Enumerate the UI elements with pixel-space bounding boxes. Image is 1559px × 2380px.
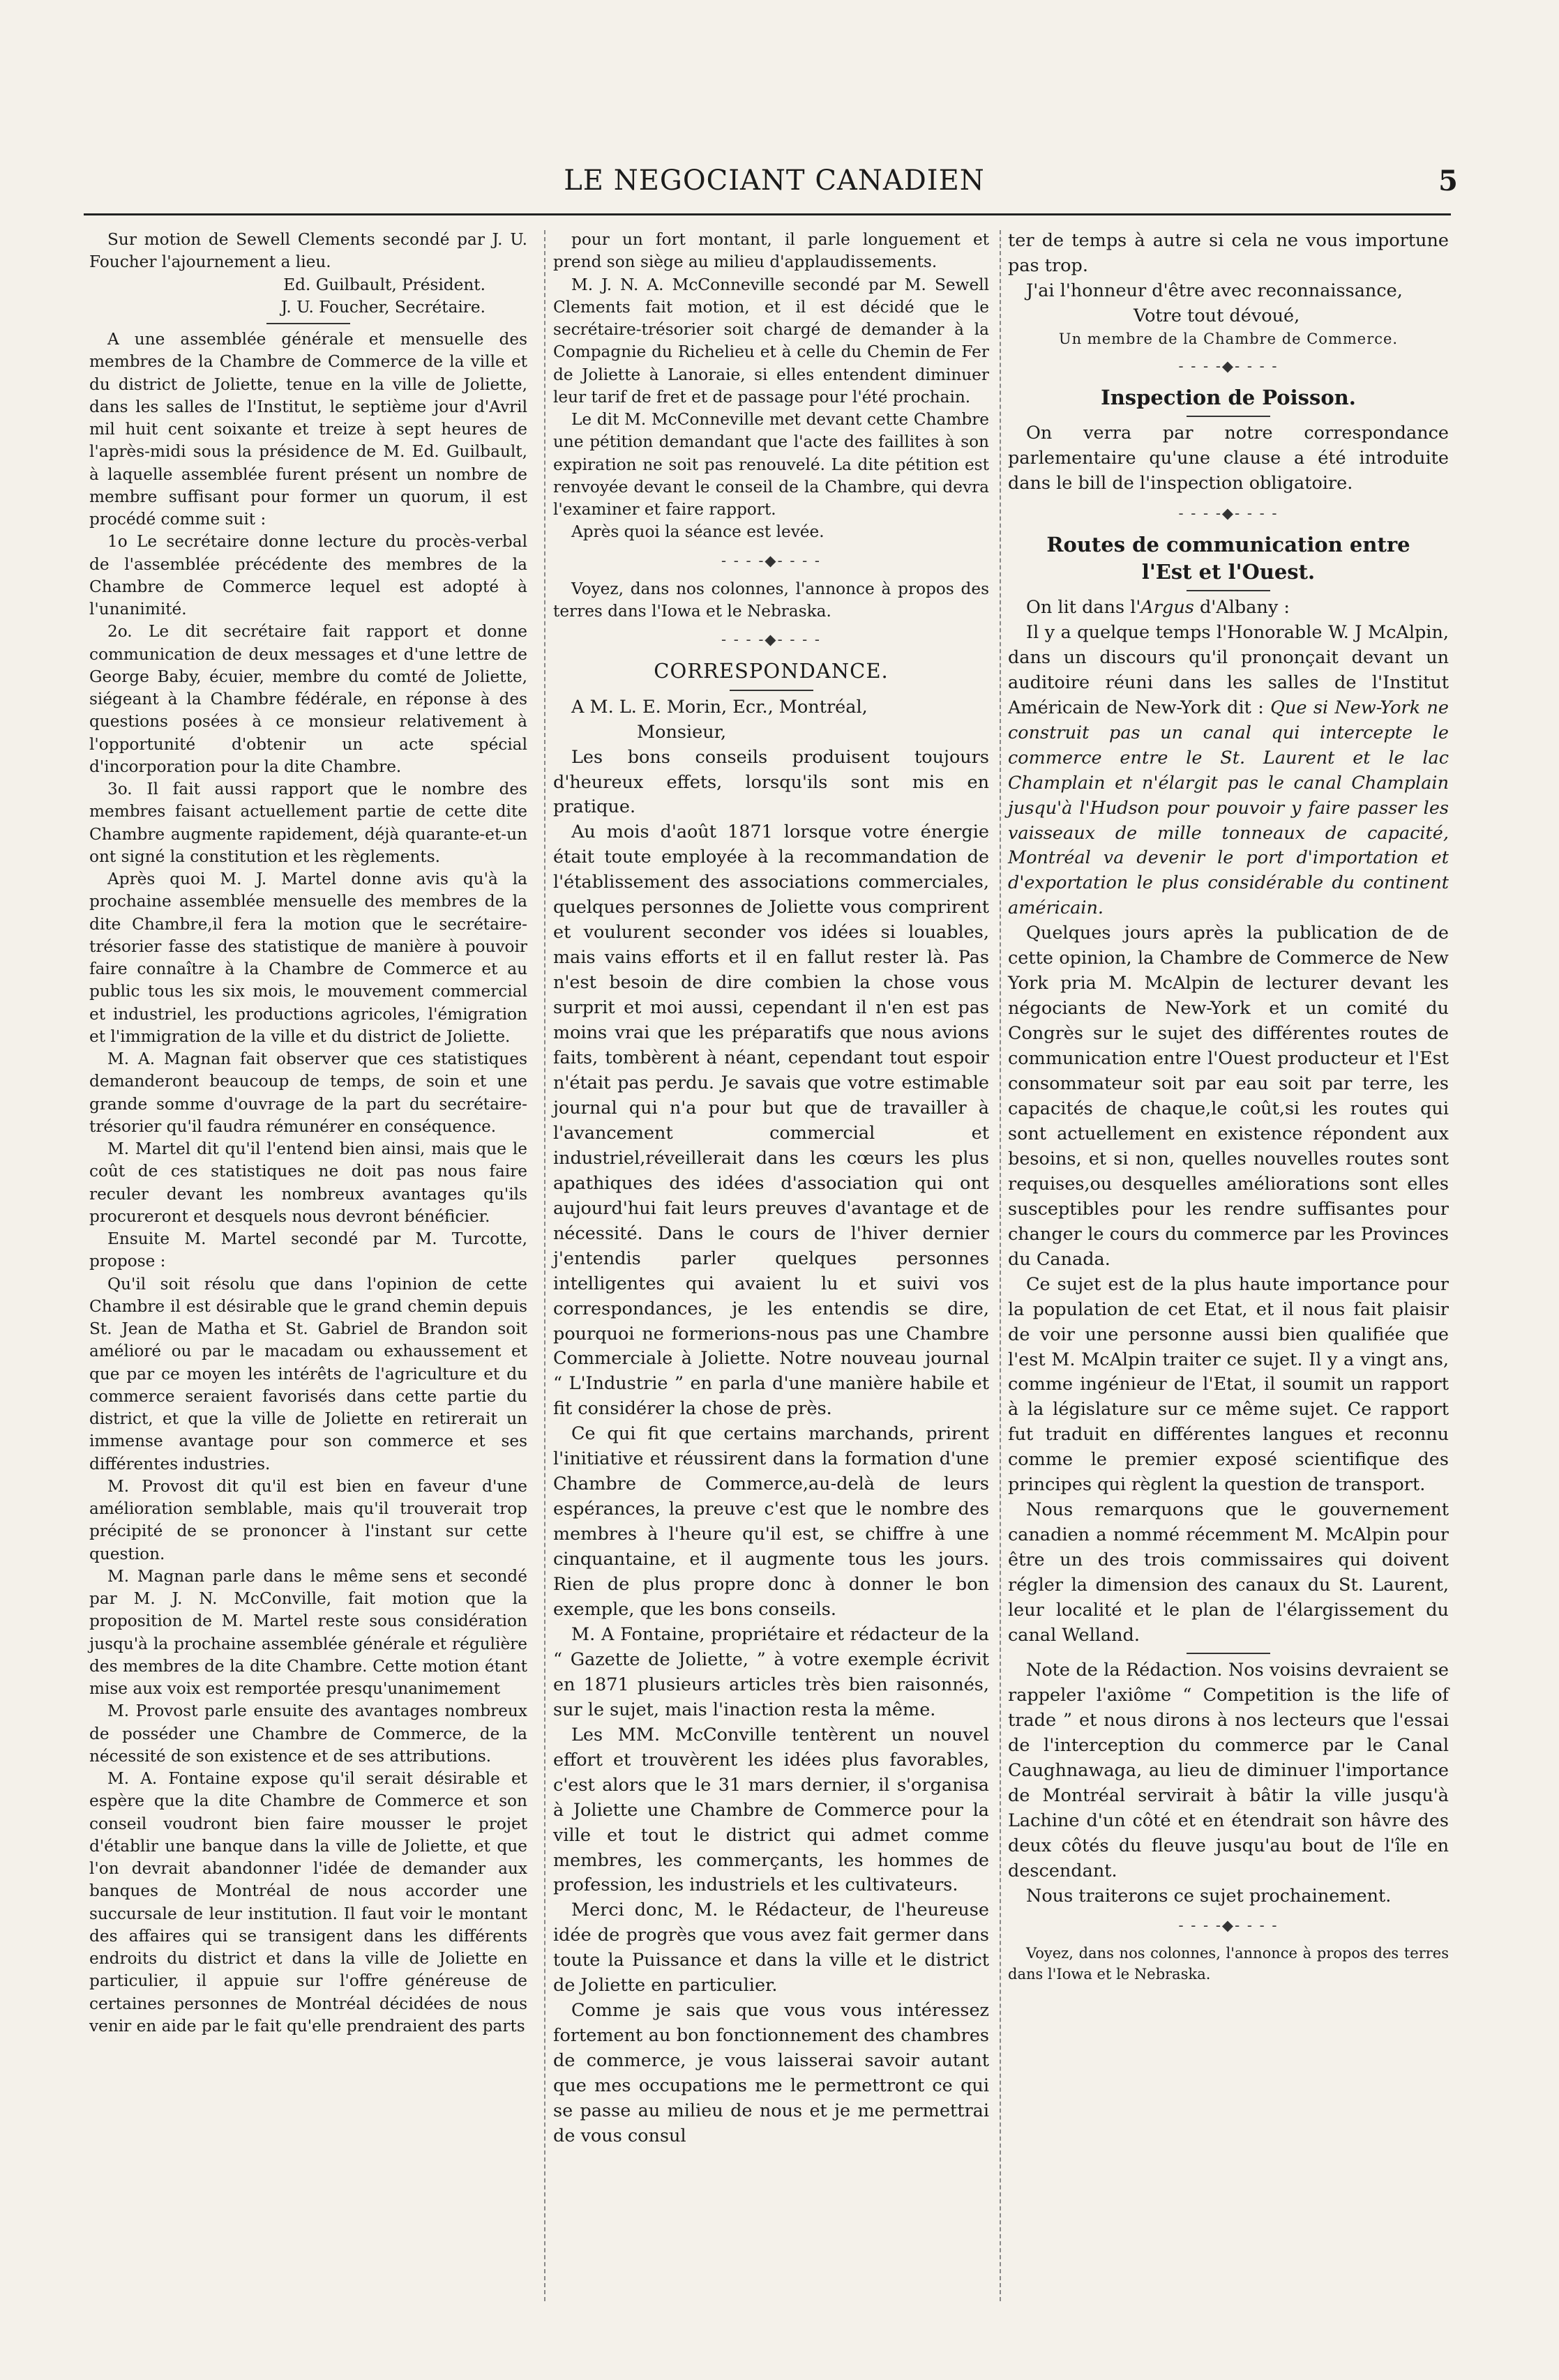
- paragraph: Sur motion de Sewell Clements secondé par J. U. Foucher l'ajournement a lieu.: [89, 230, 527, 272]
- paragraph: 1o Le secrétaire donne lecture du procès-verbal de l'assemblée précédente des membres de la Chambre de Commerce lequel est adopté à l'unanimité.: [89, 532, 527, 619]
- salutation: A M. L. E. Morin, Ecr., Montréal,: [571, 696, 868, 718]
- column-divider-1: [544, 230, 545, 2301]
- closing: Votre tout dévoué,: [1134, 305, 1300, 326]
- publication-name: Argus: [1140, 596, 1194, 618]
- greeting: Monsieur,: [637, 721, 727, 743]
- paragraph: M. A Fontaine, propriétaire et rédacteur de la “ Gazette de Joliette, ” à votre exemple écrivit en 1871 plusieurs articles très bien raisonnés, sur le sujet, mais l'inaction resta la même.: [553, 1623, 989, 1720]
- paragraph: M. Magnan parle dans le même sens et secondé par M. J. N. McConville, fait motion que la proposition de M. Martel reste sous considération jusqu'à la prochaine assemblée générale et régulière des membres de la dite Chambre. Cette motion étant mise aux voix est remportée presqu'unanimement: [89, 1566, 527, 1698]
- separator-rule: [1187, 590, 1270, 591]
- paragraph: Les bons conseils produisent toujours d'heureux effets, lorsqu'ils sont mis en pratique.: [553, 746, 989, 818]
- section-heading: CORRESPONDANCE.: [654, 659, 889, 683]
- ornament-divider: - - - -◆- - - -: [1178, 1917, 1279, 1934]
- heading-line: Routes de communication entre: [1046, 532, 1410, 556]
- ornament-divider: - - - -◆- - - -: [1178, 505, 1279, 522]
- paragraph: J'ai l'honneur d'être avec reconnaissance,: [1026, 280, 1403, 301]
- section-heading: [1008, 531, 1449, 586]
- column-2: [553, 229, 989, 2149]
- text: d'Albany :: [1193, 596, 1290, 618]
- quotation: Que si New-York ne construit pas un canal qui intercepte le commerce entre le St. Laurent et le lac Champlain et n'élargit pas le canal Champlain jusqu'à l'Hudson pour pouvoir y faire passer les vaisseaux de mille tonneaux de capacité, Montréal va devenir le port d'importation et d'exportation le plus considérable du continent américain.: [1008, 697, 1449, 919]
- paragraph: Le dit M. McConneville met devant cette Chambre une pétition demandant que l'acte des faillites à son expiration ne soit pas renouvelé. La dite pétition est renvoyée devant le conseil de la Chambre, qui devra l'examiner et faire rapport.: [553, 410, 989, 519]
- column-1: [89, 229, 527, 2038]
- paragraph: A une assemblée générale et mensuelle des membres de la Chambre de Commerce de la ville et du district de Joliette, tenue en la ville de Joliette, dans les salles de l'Institut, le septième jour d'Avril mil huit cent soixante et treize à sept heures de l'après-midi sous la présidence de M. Ed. Guilbault, à laquelle assemblée furent présent un nombre de membre suffisant pour former un quorum, il est procédé comme suit :: [89, 330, 527, 529]
- paragraph: M. Provost parle ensuite des avantages nombreux de posséder une Chambre de Commerce, de la nécessité de son existence et de ses attributions.: [89, 1701, 527, 1766]
- paragraph: Qu'il soit résolu que dans l'opinion de cette Chambre il est désirable que le grand chemin depuis St. Jean de Matha et St. Gabriel de Brandon soit amélioré ou par le macadam ou exhaussement et que par ce moyen les intérêts de l'agriculture et du commerce seraient favorisés dans cette partie du district, et que la ville de Joliette en retirerait un immense avantage pour son commerce et ses différentes industries.: [89, 1274, 527, 1473]
- paragraph: Comme je sais que vous vous intéressez fortement au bon fonctionnement des chambres de commerce, je vous laisserai savoir autant que mes occupations me le permettront ce qui se passe au milieu de nous et je me permettrai de vous consul: [553, 2000, 989, 2146]
- ornament-divider: - - - -◆- - - -: [721, 631, 821, 649]
- paragraph: Les MM. McConville tentèrent un nouvel effort et trouvèrent les idées plus favorables, c'est alors que le 31 mars dernier, il s'organisa à Joliette une Chambre de Commerce pour la ville et tout le district qui admet comme membres, les commerçants, les hommes de profession, les industriels et les cultivateurs.: [553, 1724, 989, 1896]
- separator-rule: [1187, 1653, 1270, 1654]
- ornament-divider: - - - -◆- - - -: [721, 552, 821, 569]
- paragraph: [1008, 621, 1449, 921]
- newspaper-title: LE NEGOCIANT CANADIEN: [564, 165, 985, 197]
- paragraph: Ce qui fit que certains marchands, prirent l'initiative et réussirent dans la formation d'une Chambre de Commerce,au-delà de leurs espérances, la preuve c'est que le nombre des membres à l'heure qu'il est, se chiffre à une cinquantaine, et il augmente tous les jours. Rien de plus propre donc à donner le bon exemple, que les bons conseils.: [553, 1423, 989, 1620]
- paragraph: Ensuite M. Martel secondé par M. Turcotte, propose :: [89, 1229, 527, 1271]
- paragraph: Nous traiterons ce sujet prochainement.: [1026, 1885, 1392, 1907]
- paragraph: Au mois d'août 1871 lorsque votre énergie était toute employée à la recommandation de l'établissement des associations commerciales, quelques personnes de Joliette vous comprirent et voulurent seconder vos idées si louables, mais vains efforts et il en fallut rester là. Pas n'est besoin de dire combien la chose vous surprit et moi aussi, cependant il n'en est pas moins vrai que les préparatifs que nous avions faits, tombèrent à néant, cependant tout espoir n'était pas perdu. Je savais que votre estimable journal qui n'a pour but que de travailler à l'avancement commercial et industriel,réveillerait dans les cœurs les plus apathiques des idées d'association qui ont aujourd'hui fait leurs preuves d'avantage et de nécessité. Dans le cours de l'hiver dernier j'entendis parler quelques personnes intelligentes qui avaient lu et suivi vos correspondances, je les entendis se dire, pourquoi ne formerions-nous pas une Chambre Commerciale à Joliette. Notre nouveau journal “ L'Industrie ” en parla d'une manière habile et fit considérer la chose de près.: [553, 821, 989, 1420]
- paragraph: On verra par notre correspondance parlementaire qu'une clause a été introduite dans le bill de l'inspection obligatoire.: [1008, 423, 1449, 494]
- section-heading: Inspection de Poisson.: [1101, 386, 1356, 410]
- signature-member: Un membre de la Chambre de Commerce.: [1058, 330, 1399, 347]
- header-rule: [84, 213, 1451, 215]
- paragraph: Voyez, dans nos colonnes, l'annonce à propos des terres dans l'Iowa et le Nebraska.: [553, 579, 989, 621]
- text: Il y a quelque temps l'Honorable W. J McAlpin, dans un discours qu'il prononçait devant un auditoire réuni dans les salles de l'Institut Américain de New-York dit :: [1008, 621, 1449, 718]
- paragraph: M. A. Fontaine expose qu'il serait désirable et espère que la dite Chambre de Commerce et son conseil voudront bien faire mousser le projet d'établir une banque dans la ville de Joliette, et que l'on devrait abandonner l'idée de demander aux banques de Montréal de nous accorder une succursale de leur institution. Il faut voir le montant des affaires qui se transigent dans les différents endroits du district et dans la ville de Joliette en particulier, il appuie sur l'offre généreuse de certaines personnes de Montréal décidées de nous venir en aide par le fait qu'elle prendraient des parts: [89, 1769, 527, 2036]
- paragraph: Après quoi la séance est levée.: [571, 522, 824, 542]
- paragraph: 2o. Le dit secrétaire fait rapport et donne communication de deux messages et d'une lettre de George Baby, écuier, membre du comté de Joliette, siégeant à la Chambre fédérale, en réponse à des questions posées à ce monsieur relativement à l'opportunité d'obtenir un acte spécial d'incorporation pour la dite Chambre.: [89, 622, 527, 776]
- page-header: [84, 165, 1465, 199]
- paragraph: Note de la Rédaction. Nos voisins devraient se rappeler l'axiôme “ Competition is the life of trade ” et nous dirons à nos lecteurs que l'essai de l'interception du commerce par le Canal Caughnawaga, au lieu de diminuer l'importance de Montréal servirait à bâtir la ville jusqu'à Lachine d'un côté et en étendrait son hâvre des deux côtés du fleuve jusqu'au bout de l'île en descendant.: [1008, 1659, 1449, 1881]
- paragraph: pour un fort montant, il parle longuement et prend son siège au milieu d'applaudissements.: [553, 230, 989, 272]
- paragraph: M. A. Magnan fait observer que ces statistiques demanderont beaucoup de temps, de soin et une grande somme d'ouvrage de la part du secrétaire-trésorier qu'il faudra rémunérer en conséquence.: [89, 1049, 527, 1136]
- signature-president: Ed. Guilbault, Président.: [283, 275, 485, 294]
- separator-rule: [1187, 416, 1270, 417]
- column-3: [1008, 229, 1449, 1985]
- paragraph: Ce sujet est de la plus haute importance pour la population de cet Etat, et il nous fait plaisir de voir une personne aussi bien qualifiée que l'est M. McAlpin traiter ce sujet. Il y a vingt ans, comme ingénieur de l'Etat, il soumit un rapport à la législature sur ce même sujet. Ce rapport fut traduit en différentes langues et reconnu comme le premier exposé scientifique des principes qui règlent la question de transport.: [1008, 1273, 1449, 1496]
- paragraph: 3o. Il fait aussi rapport que le nombre des membres faisant actuellement partie de cette dite Chambre augmente rapidement, déjà quarante-et-un ont signé la constitution et les règlements.: [89, 780, 527, 866]
- paragraph: M. Provost dit qu'il est bien en faveur d'une amélioration semblable, mais qu'il trouverait trop précipité de se prononcer à l'instant sur cette question.: [89, 1476, 527, 1563]
- separator-rule: [266, 323, 350, 324]
- heading-line: l'Est et l'Ouest.: [1141, 559, 1316, 584]
- paragraph: [1008, 596, 1449, 621]
- column-divider-2: [1000, 230, 1001, 2301]
- paragraph: Quelques jours après la publication de de cette opinion, la Chambre de Commerce de New York pria M. McAlpin de lecturer devant les négociants de New-York et un comité du Congrès sur le sujet des différentes routes de communication entre l'Ouest producteur et l'Est consommateur soit par eau soit par terre, les capacités de chaque,le coût,si les routes qui sont actuellement en existence répondent aux besoins, et si non, quelles nouvelles routes sont requises,ou desquelles améliorations sont elles susceptibles pour les rendre suffisantes pour changer le cours du commerce par les Provinces du Canada.: [1008, 923, 1449, 1270]
- page-number: 5: [1438, 165, 1458, 197]
- paragraph: M. Martel dit qu'il l'entend bien ainsi, mais que le coût de ces statistiques ne doit pas nous faire reculer devant les nombreux avantages qu'ils procureront et desquels nous devront bénéficier.: [89, 1139, 527, 1226]
- paragraph: Voyez, dans nos colonnes, l'annonce à propos des terres dans l'Iowa et le Nebraska.: [1008, 1945, 1449, 1983]
- paragraph: Après quoi M. J. Martel donne avis qu'à la prochaine assemblée mensuelle des membres de la dite Chambre,il fera la motion que le secrétaire-trésorier fasse des statistique de manière à pouvoir faire connaître à la Chambre de Commerce et au public tous les six mois, le mouvement commercial et industriel, les productions agricoles, l'émigration et l'immigration de la ville et du district de Joliette.: [89, 870, 527, 1046]
- paragraph: M. J. N. A. McConneville secondé par M. Sewell Clements fait motion, et il est décidé que le secrétaire-trésorier soit chargé de demander à la Compagnie du Richelieu et à celle du Chemin de Fer de Joliette à Lanoraie, si elles entendent diminuer leur tarif de fret et de passage pour l'été prochain.: [553, 275, 989, 407]
- ornament-divider: - - - -◆- - - -: [1178, 358, 1279, 375]
- text: On lit dans l': [1026, 596, 1141, 618]
- paragraph: Merci donc, M. le Rédacteur, de l'heureuse idée de progrès que vous avez fait germer dans toute la Puissance et dans la ville et le district de Joliette en particulier.: [553, 1900, 989, 1996]
- signature-secretary: J. U. Foucher, Secrétaire.: [280, 297, 485, 317]
- paragraph: ter de temps à autre si cela ne vous importune pas trop.: [1008, 230, 1449, 276]
- paragraph: Nous remarquons que le gouvernement canadien a nommé récemment M. McAlpin pour être un des trois commissaires qui doivent régler la dimension des canaux du St. Laurent, leur localité et le plan de l'élargissement du canal Welland.: [1008, 1499, 1449, 1646]
- separator-rule: [730, 690, 813, 691]
